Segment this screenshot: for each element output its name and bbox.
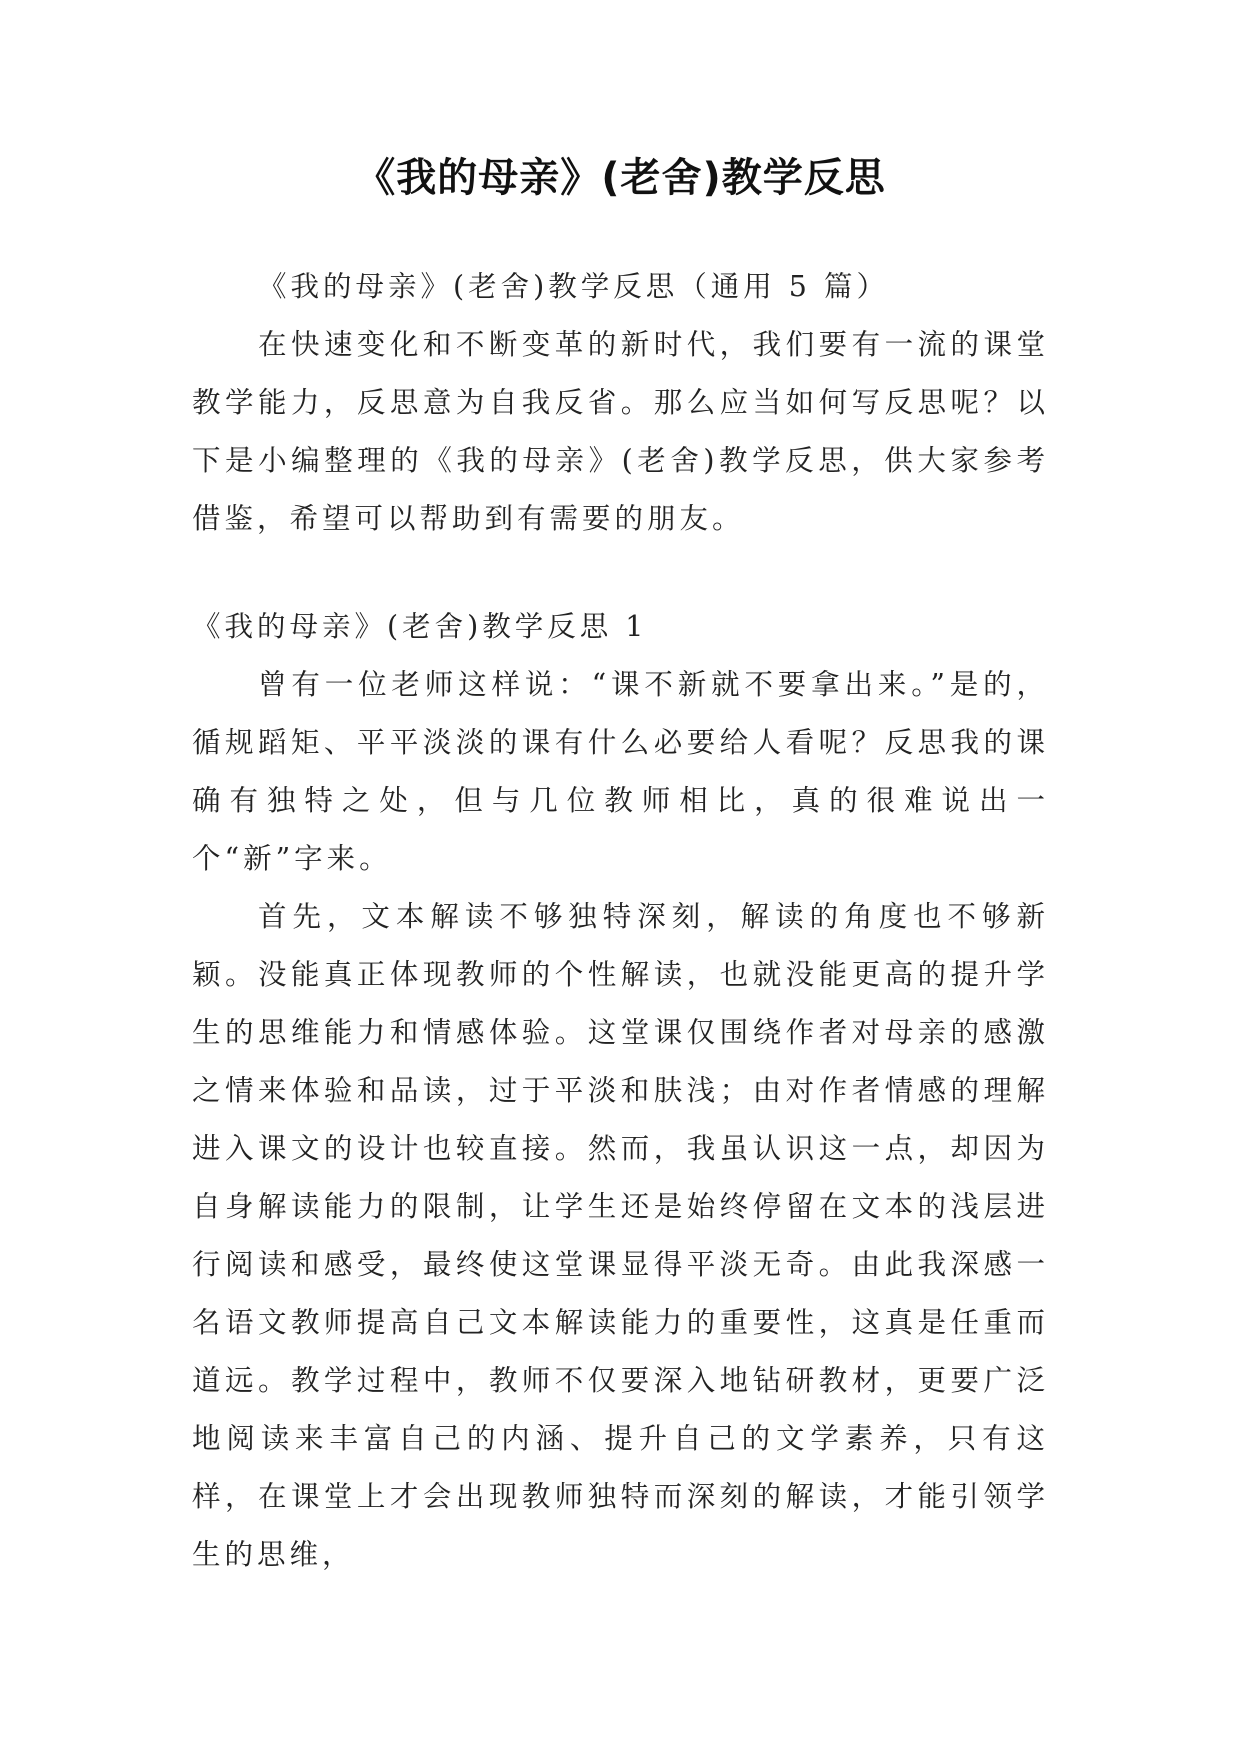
body-paragraph: 曾有一位老师这样说：“课不新就不要拿出来。”是的，循规蹈矩、平平淡淡的课有什么必要给人看呢？反思我的课确有独特之处，但与几位教师相比，真的很难说出一个“新”字来。 <box>192 668 1049 875</box>
section-heading: 《我的母亲》(老舍)教学反思 1 <box>192 610 648 643</box>
section-spacer <box>192 548 1049 598</box>
intro-paragraph: 在快速变化和不断变革的新时代，我们要有一流的课堂教学能力，反思意为自我反省。那么应当如何写反思呢？以下是小编整理的《我的母亲》(老舍)教学反思，供大家参考借鉴，希望可以帮助到有需要的朋友。 <box>192 328 1049 535</box>
document-title: 《我的母亲》(老舍)教学反思 <box>355 155 886 201</box>
document-body <box>192 258 1049 1584</box>
document-subtitle: 《我的母亲》(老舍)教学反思（通用 5 篇） <box>258 270 889 303</box>
body-paragraph: 首先，文本解读不够独特深刻，解读的角度也不够新颖。没能真正体现教师的个性解读，也就没能更高的提升学生的思维能力和情感体验。这堂课仅围绕作者对母亲的感激之情来体验和品读，过于平淡和肤浅；由对作者情感的理解进入课文的设计也较直接。然而，我虽认识这一点，却因为自身解读能力的限制，让学生还是始终停留在文本的浅层进行阅读和感受，最终使这堂课显得平淡无奇。由此我深感一名语文教师提高自己文本解读能力的重要性，这真是任重而道远。教学过程中，教师不仅要深入地钻研教材，更要广泛地阅读来丰富自己的内涵、提升自己的文学素养，只有这样，在课堂上才会出现教师独特而深刻的解读，才能引领学生的思维， <box>192 900 1049 1571</box>
